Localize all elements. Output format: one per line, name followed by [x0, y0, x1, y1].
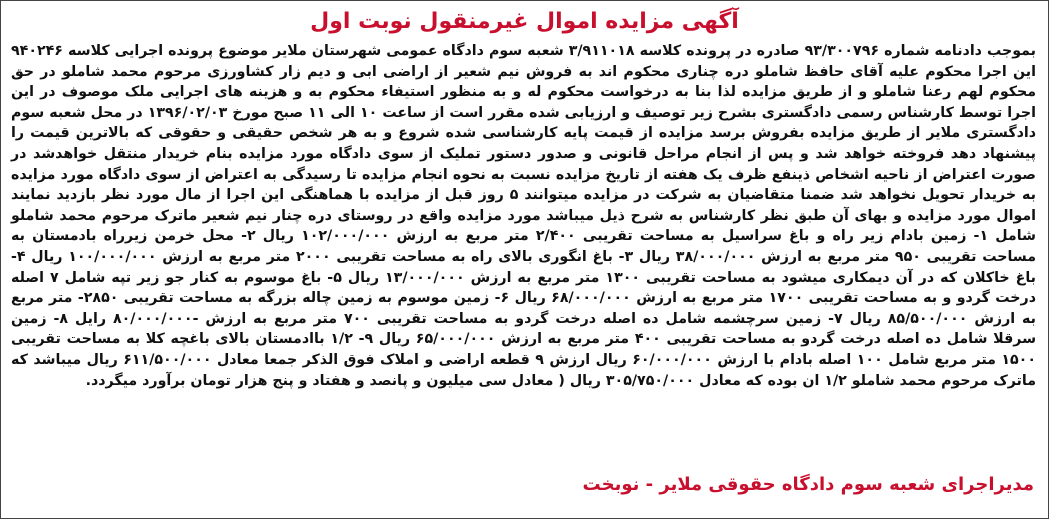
- notice-signature: مدیراجرای شعبه سوم دادگاه حقوقی ملایر - نوبخت: [582, 474, 1034, 495]
- notice-title: آگهی مزایده اموال غیرمنقول نوبت اول: [310, 9, 739, 34]
- notice-body: بموجب دادنامه شماره ۹۳/۳۰۰۷۹۶ صادره در پرونده کلاسه ۳/۹۱۱۰۱۸ شعبه سوم دادگاه عمومی شهرستان ملایر موضوع پرونده اجرایی کلاسه ۹۴۰۲۴۶ این اجرا محکوم علیه آقای حافظ شاملو دره چناری محکوم اند به فروش نیم شعیر از اراضی ابی و دیم زار کشاورزی مرحوم محمد شاملو در حق محکوم لهم رعنا شاملو و از طریق مزایده لذا بنا به درخواست محکوم له و به منظور استیفاء محکوم به و هزینه های اجرایی ملک موصوف در این اجرا توسط کارشناس رسمی دادگستری بشرح زیر توصیف و ارزیابی شده مقرر است از ساعت ۱۰ الی ۱۱ صبح مورخ ۱۳۹۶/۰۲/۰۳ در محل شعبه سوم دادگستری ملایر از طریق مزایده بفروش برسد مزایده از قیمت پایه کارشناسی شده شروع و به هر شخص حقیقی و حقوقی که بالاترین قیمت را پیشنهاد دهد فروخته خواهد شد و پس از انجام مراحل قانونی و صدور دستور تملیک از سوی دادگاه مورد مزایده بنام خریدار منتقل خواهدشد در صورت اعتراض از ناحیه اشخاص ذینفع ظرف یک هفته از تاریخ مزایده نسبت به نحوه انجام مزایده تا رسیدگی به اعتراض از سوی دادگاه مورد مزایده به خریدار تحویل نخواهد شد ضمنا متقاضیان به شرکت در مزایده میتوانند ۵ روز قبل از مزایده با هماهنگی این اجرا از مال مورد نظر بازدید نمایند اموال مورد مزایده و بهای آن طبق نظر کارشناس به شرح ذیل میباشد مورد مزایده واقع در روستای دره چنار نیم شعیر ماترک مرحوم محمد شاملو شامل ۱- زمین بادام زیر راه و باغ سراسیل به مساحت تقریبی ۲/۴۰۰ متر مربع به ارزش ۱۰۲/۰۰۰/۰۰۰ ریال ۲- محل خرمن زیرراه بادمستان به مساحت تقریبی ۹۵۰ متر مربع به ارزش ۳۸/۰۰۰/۰۰۰ ریال ۳- باغ انگوری بالای راه به مساحت تقریبی ۲۰۰۰ متر مربع به ارزش ۱۰۰/۰۰۰/۰۰۰ ریال ۴- باغ خاکلان که در آن دیمکاری میشود به مساحت تقریبی ۱۳۰۰ متر مربع به ارزش ۱۳/۰۰۰/۰۰۰ ریال ۵- باغ موسوم به کنار جو زیر تپه شامل ۷ اصله درخت گردو و به مساحت تقریبی ۱۷۰۰ متر مربع به ارزش ۶۸/۰۰۰/۰۰۰ ریال ۶- زمین موسوم به زمین چاله بزرگه به مساحت تقریبی ۲۸۵۰- متر مربع به ارزش ۸۵/۵۰۰/۰۰۰ ریال ۷- زمین سرچشمه شامل ده اصله درخت گردو به مساحت تقریبی ۷۰۰ متر مربع به ارزش -۸۰/۰۰۰/۰۰۰ رایل ۸- زمین سرقلا شامل ده اصله درخت گردو به مساحت تقریبی ۴۰۰ متر مربع به ارزش ۶۵/۰۰۰/۰۰۰ ریال ۹- ۱/۲ باادمستان بالای باغچه کلا به مساحت تقریبی ۱۵۰۰ متر مربع شامل ۱۰۰ اصله بادام با ارزش ۶۰/۰۰۰/۰۰۰ ریال ارزش ۹ قطعه اراضی و املاک فوق الذکر جمعا معادل ۶۱۱/۵۰۰/۰۰۰ ریال میباشد که ماترک مرحوم محمد شاملو ۱/۲ ان بوده که معادل ۳۰۵/۷۵۰/۰۰۰ ریال ( معادل سی میلیون و پانصد و هفتاد و پنج هزار تومان برآورد میگردد.: [11, 43, 1037, 389]
